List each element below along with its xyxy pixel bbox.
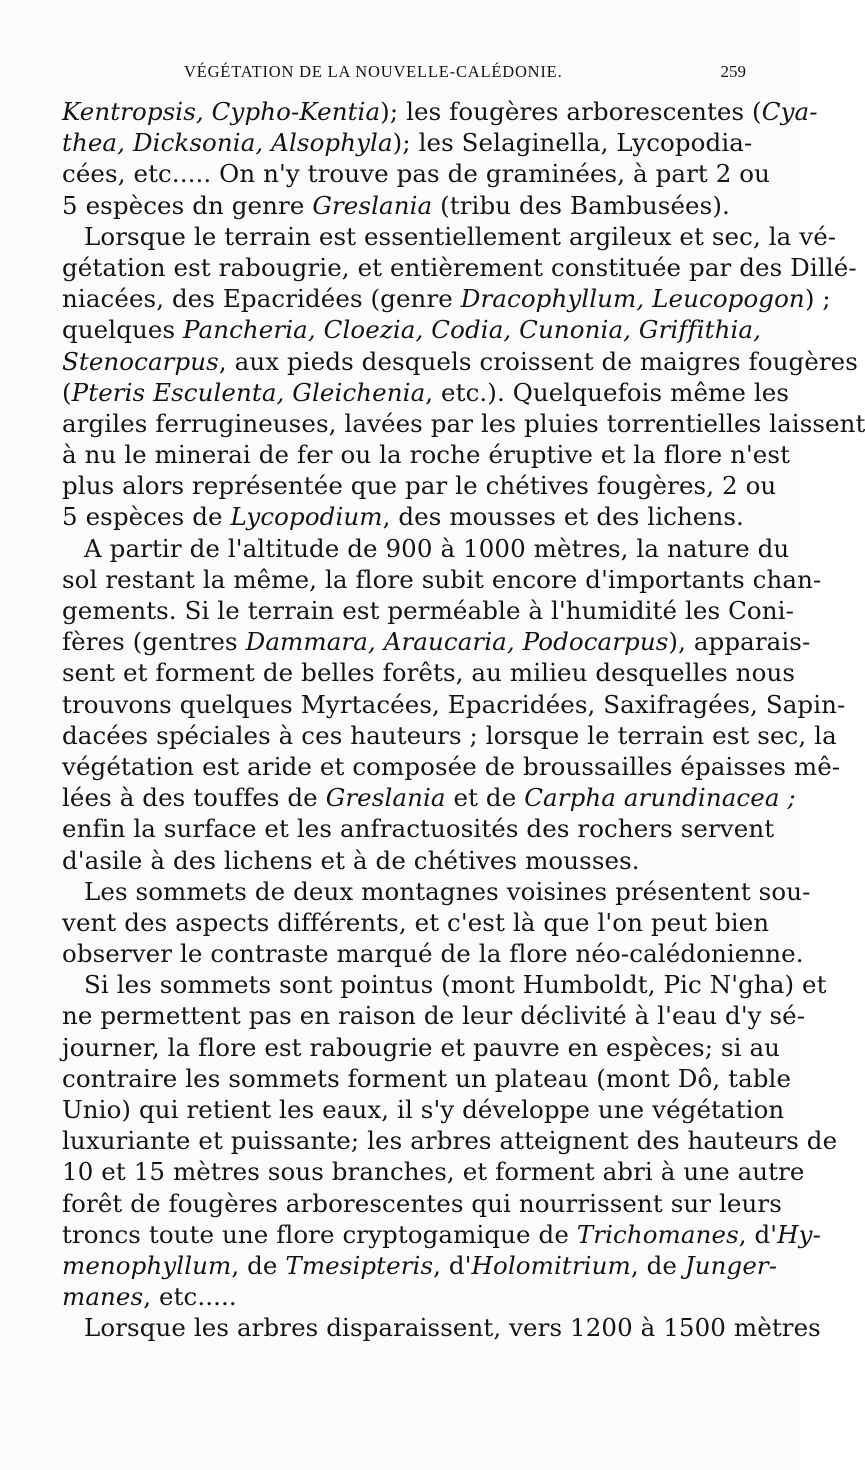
text-line	[62, 938, 804, 969]
text-run: gétation est rabougrie, et entièrement constituée par des Dillé-	[62, 252, 857, 282]
text-line	[62, 1094, 785, 1125]
text-run: sol restant la même, la flore subit encore d'importants chan-	[62, 564, 822, 594]
text-run: niacées, des Epacridées (genre	[62, 284, 461, 314]
text-line	[62, 1156, 805, 1187]
text-line	[62, 876, 811, 907]
text-line	[62, 408, 865, 439]
text-line	[62, 1312, 821, 1343]
text-run: d'asile à des lichens et à de chétives mousses.	[62, 845, 640, 875]
text-line	[62, 1219, 821, 1250]
text-line	[62, 689, 846, 720]
text-line	[62, 1250, 778, 1281]
text-line	[62, 751, 841, 782]
italic-text: Cya-	[761, 97, 818, 126]
text-run: Lorsque les arbres disparaissent, vers 1200 à 1500 mètres	[84, 1313, 821, 1343]
italic-text: Stenocarpus	[62, 346, 219, 376]
text-line	[62, 470, 777, 501]
text-run: dacées spéciales à ces hauteurs ; lorsque le terrain est sec, la	[62, 720, 837, 750]
italic-text: manes	[62, 1282, 144, 1312]
italic-text: Tmesipteris	[285, 1250, 434, 1280]
italic-text: Greslania	[325, 783, 446, 813]
text-run: Si les sommets sont pointus (mont Humboldt, Pic N'gha) et	[84, 970, 827, 1000]
text-line	[62, 595, 794, 626]
text-run: argiles ferrugineuses, lavées par les pluies torrentielles laissent	[62, 408, 865, 438]
text-line	[62, 782, 796, 813]
text-run: luxuriante et puissante; les arbres atteignent des hauteurs de	[62, 1126, 838, 1156]
text-line	[62, 96, 818, 127]
text-line	[62, 564, 822, 595]
text-run: gements. Si le terrain est perméable à l'humidité les Coni-	[62, 596, 794, 625]
text-run: fères (gentres	[62, 627, 246, 657]
italic-text: Dammara, Araucaria, Podocarpus	[245, 627, 669, 657]
italic-text: Dracophyllum, Leucopogon	[460, 284, 805, 314]
text-line	[62, 813, 775, 844]
text-run: forêt de fougères arborescentes qui nourrissent sur leurs	[62, 1188, 782, 1218]
italic-text: Carpha arundinacea ;	[524, 783, 796, 813]
text-line	[62, 221, 837, 252]
italic-text: thea, Dicksonia, Alsophyla	[62, 128, 393, 158]
italic-text: Lycopodium	[230, 502, 383, 532]
text-run: , etc.). Quelquefois même les	[425, 377, 790, 407]
italic-text: Pteris Esculenta, Gleichenia	[71, 377, 426, 407]
text-run: cées, etc..... On n'y trouve pas de graminées, à part 2 ou	[62, 159, 771, 189]
text-run: ne permettent pas en raison de leur déclivité à l'eau d'y sé-	[62, 1001, 806, 1031]
text-run: lées à des touffes de	[62, 783, 326, 813]
italic-text: Hy-	[777, 1219, 821, 1249]
text-run: Les sommets de deux montagnes voisines présentent sou-	[84, 876, 811, 906]
text-line	[62, 907, 770, 938]
page-number: 259	[720, 62, 746, 81]
text-run: végétation est aride et composée de broussailles épaisses mê-	[62, 751, 841, 781]
text-run: , de	[630, 1250, 685, 1280]
text-run: ), apparais-	[668, 627, 811, 657]
italic-text: Kentropsis, Cypho-Kentia	[62, 97, 381, 126]
text-run: journer, la flore est rabougrie et pauvre en espèces; si au	[62, 1032, 781, 1062]
text-run: Unio) qui retient les eaux, il s'y développe une végétation	[62, 1095, 785, 1124]
text-run: trouvons quelques Myrtacées, Epacridées, Saxifragées, Sapin-	[62, 689, 846, 719]
body-text	[62, 96, 865, 1344]
text-run: observer le contraste marqué de la flore néo-calédonienne.	[62, 939, 804, 969]
text-run: , etc.....	[143, 1282, 237, 1312]
italic-text: Greslania	[312, 190, 433, 220]
text-run: et de	[445, 783, 525, 813]
text-run: quelques	[62, 315, 184, 345]
italic-text: Holomitrium	[471, 1250, 631, 1280]
text-line	[62, 845, 746, 876]
text-line	[62, 283, 831, 314]
text-run: (	[62, 377, 72, 407]
text-run: à nu le minerai de fer ou la roche éruptive et la flore n'est	[62, 440, 791, 470]
text-line	[62, 533, 790, 564]
text-line	[62, 1000, 806, 1031]
text-line	[62, 1188, 782, 1219]
italic-text: Trichomanes	[576, 1219, 739, 1249]
text-line	[62, 1032, 781, 1063]
text-line	[62, 1063, 792, 1094]
text-line	[62, 439, 791, 470]
italic-text: menophyllum	[62, 1250, 232, 1280]
text-line	[62, 969, 827, 1000]
text-run: , aux pieds desquels croissent de maigres fougères	[218, 346, 858, 376]
text-line	[62, 657, 796, 688]
text-line	[62, 501, 746, 532]
text-run: troncs toute une flore cryptogamique de	[62, 1219, 577, 1249]
text-run: 10 et 15 mètres sous branches, et forment abri à une autre	[62, 1157, 805, 1187]
text-run: , d'	[738, 1219, 778, 1249]
text-run: , des mousses et des lichens.	[382, 502, 744, 532]
text-run: sent et forment de belles forêts, au milieu desquelles nous	[62, 658, 796, 688]
text-line	[62, 127, 753, 158]
text-run: , de	[231, 1250, 286, 1280]
italic-text: Pancheria, Cloezia, Codia, Cunonia, Griffithia,	[183, 315, 761, 345]
text-run: (tribu des Bambusées).	[432, 190, 730, 220]
text-line	[62, 190, 746, 221]
text-run: 5 espèces dn genre	[62, 190, 313, 220]
text-run: ); les Selaginella, Lycopodia-	[392, 128, 753, 158]
text-line	[62, 1281, 746, 1312]
text-run: vent des aspects différents, et c'est là que l'on peut bien	[62, 907, 770, 937]
text-run: plus alors représentée que par le chétives fougères, 2 ou	[62, 471, 777, 501]
text-line	[62, 377, 790, 408]
text-run: enfin la surface et les anfractuosités des rochers servent	[62, 814, 775, 844]
running-header	[62, 62, 746, 90]
text-run: 5 espèces de	[62, 502, 231, 532]
text-line	[62, 314, 761, 345]
text-run: , d'	[433, 1250, 472, 1280]
text-line	[62, 720, 837, 751]
text-line	[62, 626, 811, 657]
text-run: A partir de l'altitude de 900 à 1000 mètres, la nature du	[84, 533, 790, 563]
text-run: contraire les sommets forment un plateau (mont Dô, table	[62, 1063, 792, 1093]
running-title: VÉGÉTATION DE LA NOUVELLE-CALÉDONIE.	[184, 62, 563, 81]
text-run: ) ;	[804, 284, 831, 314]
text-line	[62, 158, 771, 189]
text-line	[62, 346, 858, 377]
text-line	[62, 1125, 838, 1156]
italic-text: Junger-	[684, 1250, 778, 1280]
text-run: Lorsque le terrain est essentiellement argileux et sec, la vé-	[84, 221, 837, 251]
text-run: ); les fougères arborescentes (	[380, 97, 762, 126]
text-line	[62, 252, 857, 283]
